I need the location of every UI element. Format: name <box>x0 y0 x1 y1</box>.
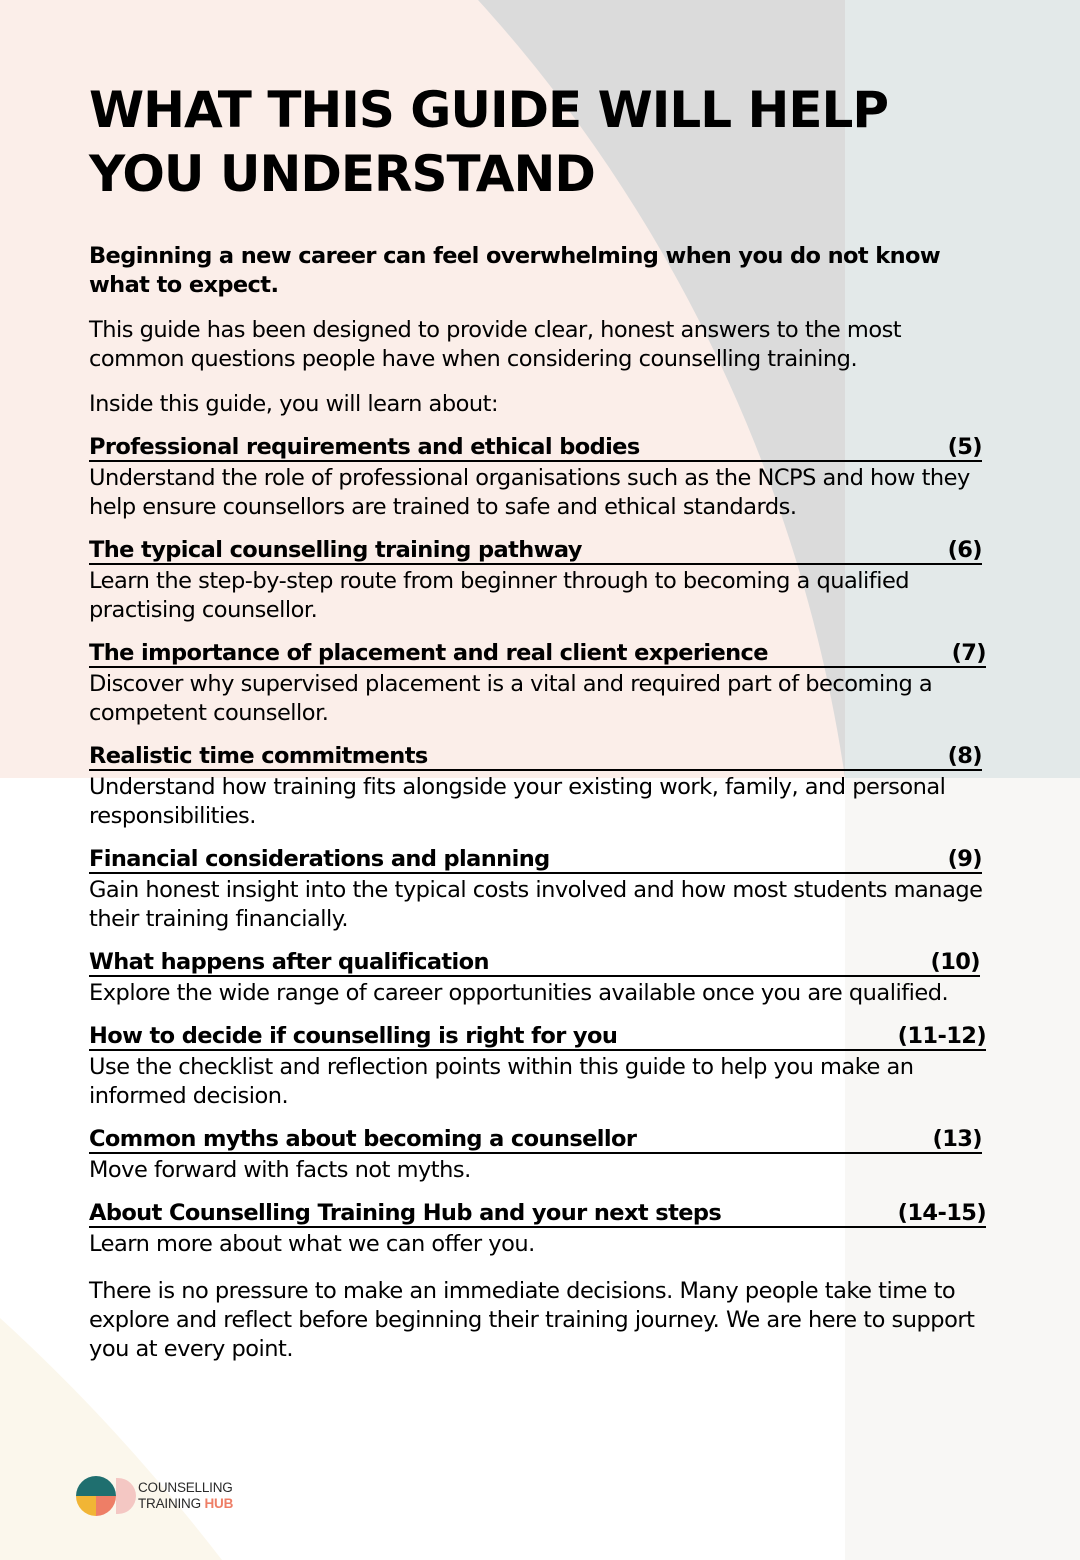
contents-description: Understand how training fits alongside your existing work, family, and personal responsibilities. <box>89 774 946 829</box>
brand-logo <box>74 1476 233 1516</box>
contents-page-ref: (13) <box>932 1126 982 1152</box>
inside-label: Inside this guide, you will learn about: <box>89 391 499 417</box>
contents-heading-link[interactable] <box>89 1024 986 1051</box>
contents-heading-link[interactable] <box>89 1201 986 1228</box>
main-content <box>89 78 989 1380</box>
intro-paragraph: This guide has been designed to provide clear, honest answers to the most common questions people have when considering counselling training. <box>89 317 902 372</box>
contents-heading-text: Realistic time commitments <box>89 743 428 769</box>
contents-item <box>89 847 989 934</box>
contents-heading-text: How to decide if counselling is right for you <box>89 1023 618 1049</box>
contents-page-ref: (11-12) <box>897 1023 986 1049</box>
contents-list <box>89 435 989 1259</box>
contents-page-ref: (7) <box>951 640 986 666</box>
contents-item <box>89 641 989 728</box>
contents-heading-text: About Counselling Training Hub and your next steps <box>89 1200 722 1226</box>
contents-page-ref: (8) <box>947 743 982 769</box>
contents-item <box>89 435 989 522</box>
contents-item <box>89 1201 989 1259</box>
contents-heading-text: Common myths about becoming a counsellor <box>89 1126 637 1152</box>
contents-page-ref: (9) <box>947 846 982 872</box>
contents-heading-link[interactable] <box>89 1127 982 1154</box>
logo-line-2-b: HUB <box>204 1496 234 1511</box>
contents-description: Gain honest insight into the typical costs involved and how most students manage their training financially. <box>89 877 983 932</box>
contents-page-ref: (6) <box>947 537 982 563</box>
lead-paragraph: Beginning a new career can feel overwhelming when you do not know what to expect. <box>89 243 941 298</box>
contents-heading-link[interactable] <box>89 744 982 771</box>
contents-item <box>89 950 989 1008</box>
contents-heading-text: What happens after qualification <box>89 949 489 975</box>
contents-item <box>89 1127 989 1185</box>
contents-item <box>89 538 989 625</box>
contents-description: Use the checklist and reflection points within this guide to help you make an informed decision. <box>89 1054 914 1109</box>
contents-page-ref: (10) <box>930 949 980 975</box>
contents-heading-link[interactable] <box>89 847 982 874</box>
contents-description: Discover why supervised placement is a vital and required part of becoming a competent counsellor. <box>89 671 933 726</box>
contents-description: Learn the step-by-step route from beginner through to becoming a qualified practising counsellor. <box>89 568 910 623</box>
logo-mark-icon <box>74 1476 136 1516</box>
contents-description: Explore the wide range of career opportunities available once you are qualified. <box>89 980 949 1006</box>
contents-heading-link[interactable] <box>89 641 986 668</box>
logo-line-1: COUNSELLING <box>138 1480 233 1495</box>
logo-line-2-a: TRAINING <box>138 1496 201 1511</box>
logo-line-2 <box>138 1496 233 1512</box>
contents-description: Understand the role of professional organisations such as the NCPS and how they help ensure counsellors are trained to safe and ethical standards. <box>89 465 970 520</box>
contents-heading-text: The importance of placement and real client experience <box>89 640 768 666</box>
contents-heading-text: Professional requirements and ethical bodies <box>89 434 640 460</box>
logo-wordmark <box>138 1480 233 1512</box>
contents-heading-link[interactable] <box>89 950 980 977</box>
contents-page-ref: (5) <box>947 434 982 460</box>
contents-description: Learn more about what we can offer you. <box>89 1231 535 1257</box>
contents-page-ref: (14-15) <box>897 1200 986 1226</box>
contents-heading-link[interactable] <box>89 435 982 462</box>
contents-heading-text: Financial considerations and planning <box>89 846 550 872</box>
page-title: WHAT THIS GUIDE WILL HELP YOU UNDERSTAND <box>89 81 888 203</box>
contents-item <box>89 744 989 831</box>
contents-item <box>89 1024 989 1111</box>
contents-heading-text: The typical counselling training pathway <box>89 537 582 563</box>
contents-heading-link[interactable] <box>89 538 982 565</box>
contents-description: Move forward with facts not myths. <box>89 1157 471 1183</box>
closing-paragraph: There is no pressure to make an immediate decisions. Many people take time to explore and reflect before beginning their training journey. We are here to support you at every point. <box>89 1278 975 1362</box>
